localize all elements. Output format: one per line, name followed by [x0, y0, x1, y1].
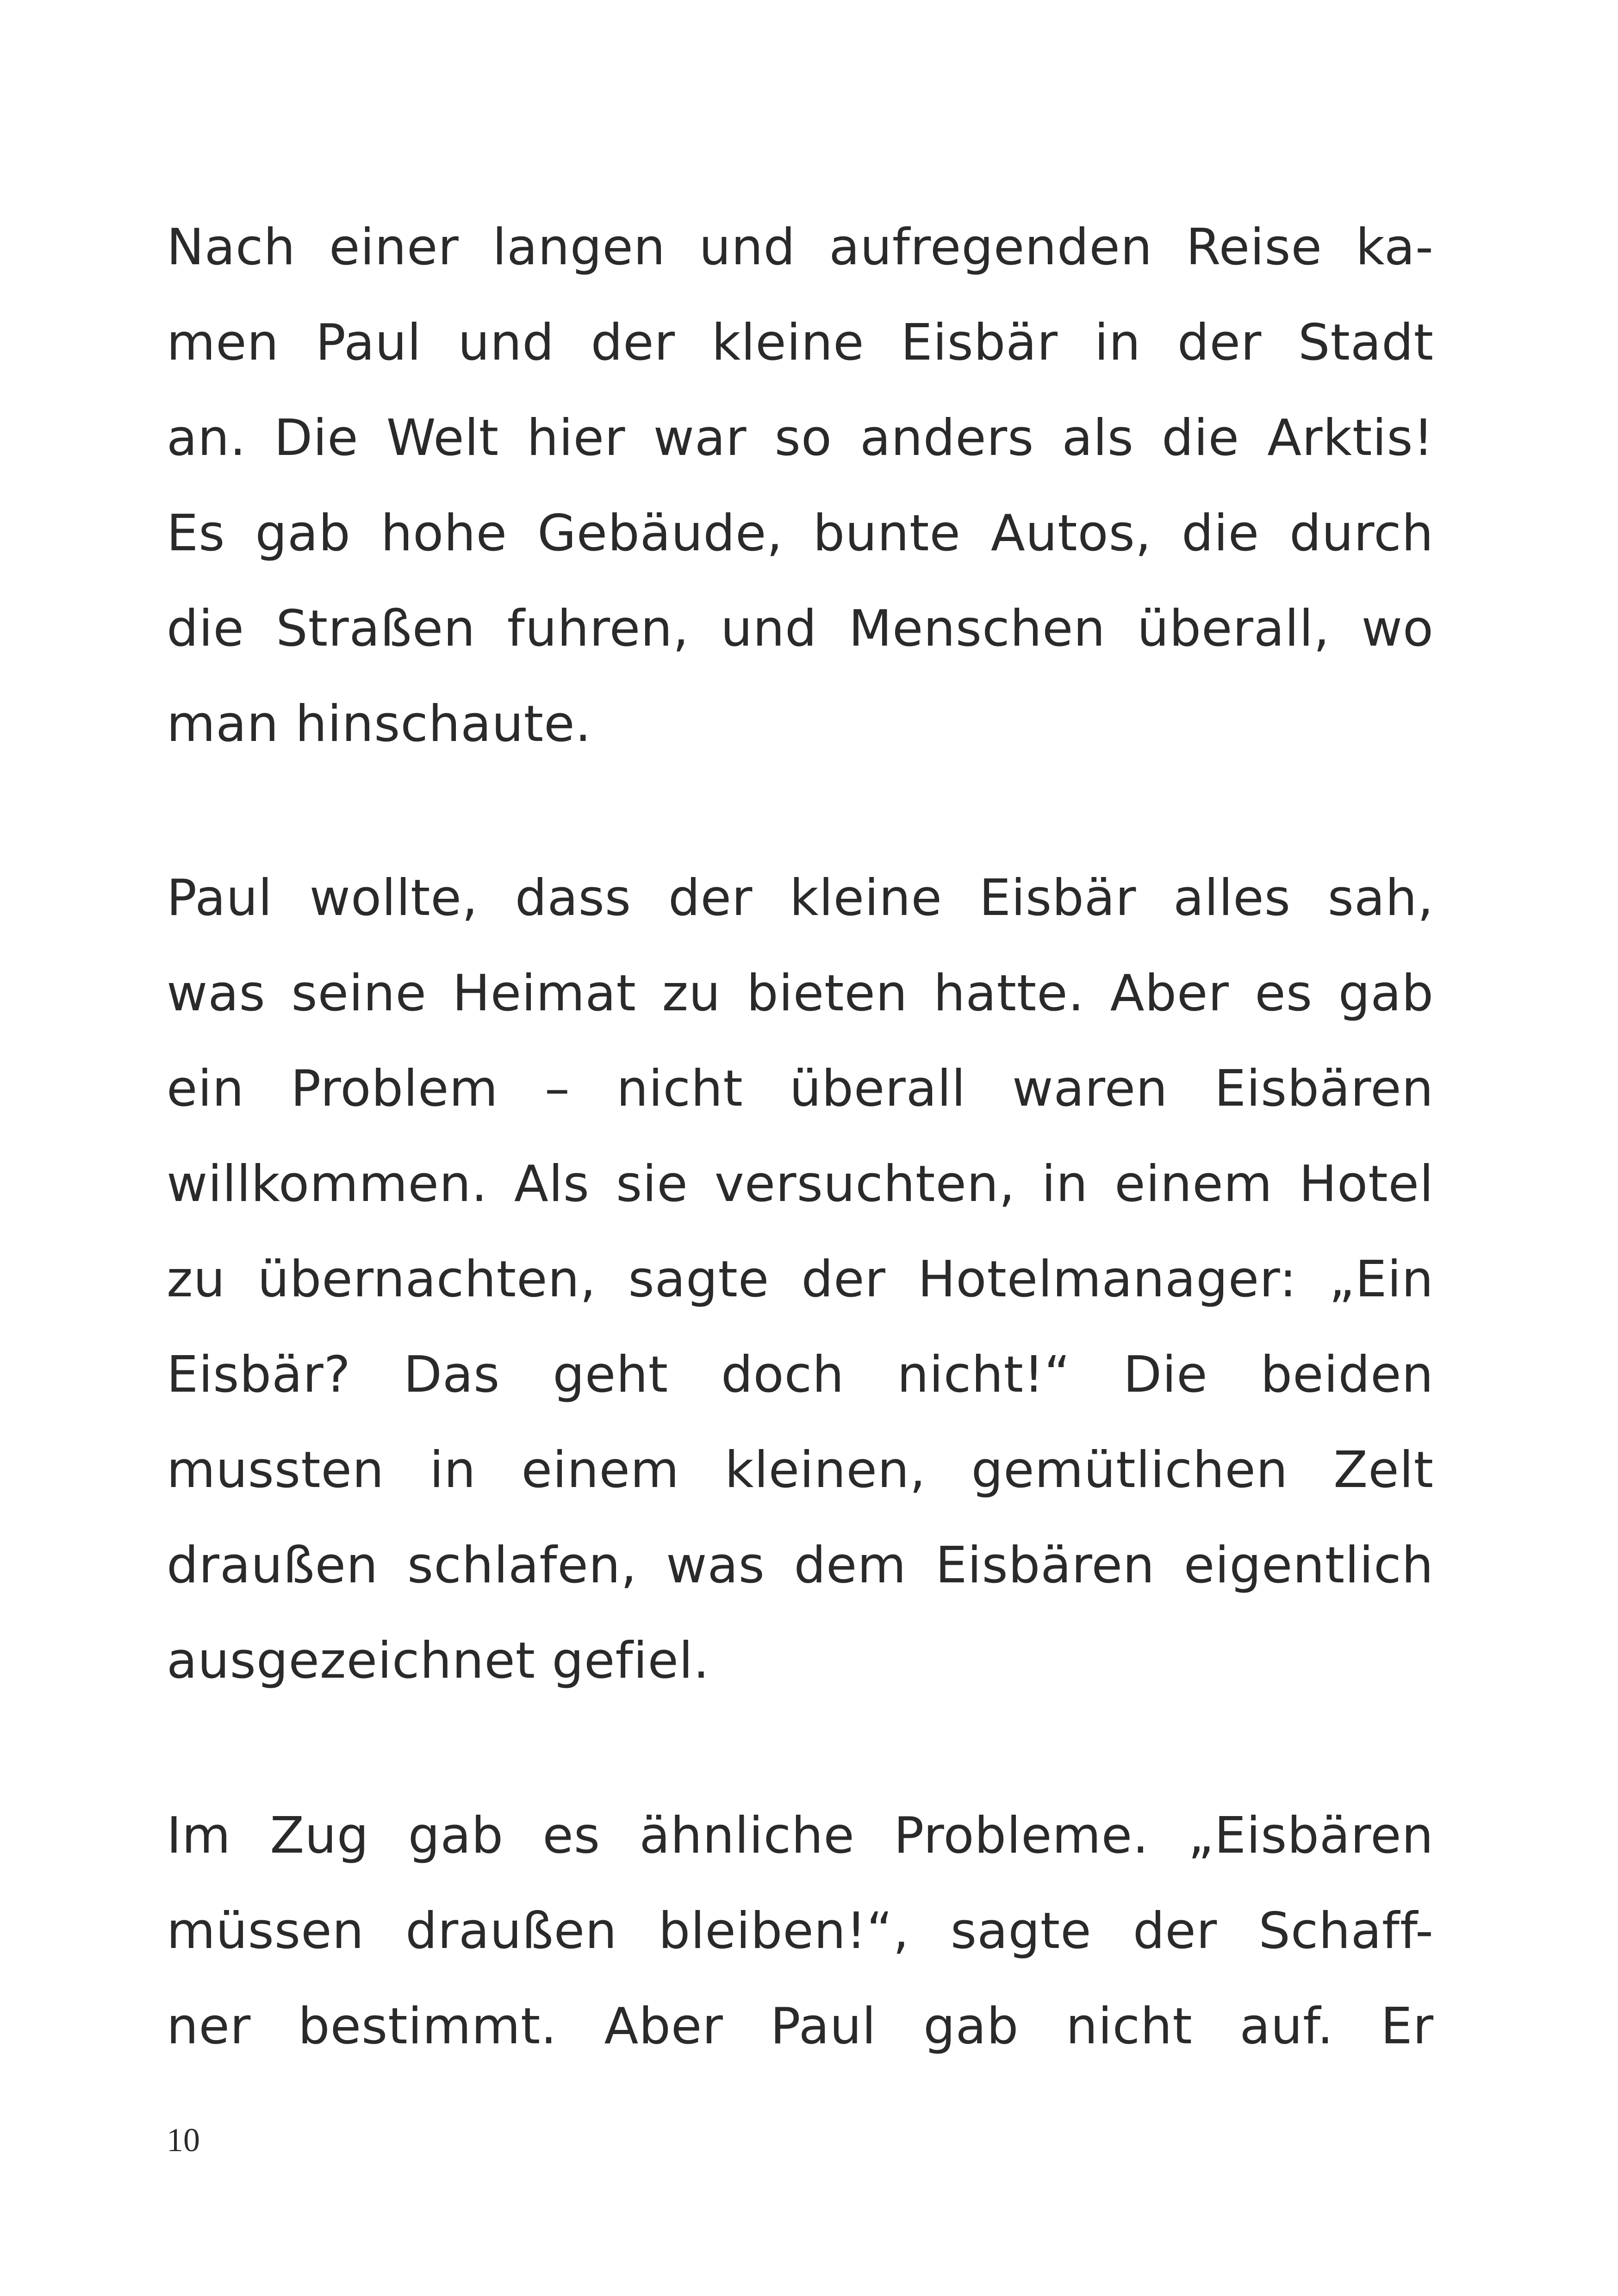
text-line: men Paul und der kleine Eisbär in der Stadt	[167, 314, 1434, 372]
text-line: an. Die Welt hier war so anders als die Arktis!	[167, 409, 1434, 467]
text-line: zu übernachten, sagte der Hotelmanager: „Ein	[167, 1251, 1434, 1308]
paragraph-3	[167, 1788, 1434, 2074]
paragraph-2	[167, 851, 1434, 1709]
text-line: ner bestimmt. Aber Paul gab nicht auf. Er	[167, 1997, 1434, 2055]
text-line: willkommen. Als sie versuchten, in einem Hotel	[167, 1155, 1434, 1213]
text-line: was seine Heimat zu bieten hatte. Aber es gab	[167, 964, 1434, 1022]
text-line: Es gab hohe Gebäude, bunte Autos, die durch	[167, 504, 1434, 562]
text-line: müssen draußen bleiben!“, sagte der Schaff-	[167, 1902, 1434, 1960]
text-line: draußen schlafen, was dem Eisbären eigentlich	[167, 1537, 1434, 1594]
text-line: Nach einer langen und aufregenden Reise ka-	[167, 218, 1434, 276]
text-line: Im Zug gab es ähnliche Probleme. „Eisbären	[167, 1807, 1434, 1865]
page-number: 10	[167, 2122, 200, 2159]
text-line: Eisbär? Das geht doch nicht!“ Die beiden	[167, 1346, 1434, 1404]
text-line: ausgezeichnet gefiel.	[167, 1632, 710, 1690]
text-line: mussten in einem kleinen, gemütlichen Zelt	[167, 1441, 1434, 1499]
paragraph-1	[167, 200, 1434, 772]
text-line: man hinschaute.	[167, 695, 591, 753]
text-line: ein Problem – nicht überall waren Eisbären	[167, 1060, 1434, 1118]
text-line: die Straßen fuhren, und Menschen überall, wo	[167, 600, 1434, 658]
text-line: Paul wollte, dass der kleine Eisbär alles sah,	[167, 869, 1434, 927]
